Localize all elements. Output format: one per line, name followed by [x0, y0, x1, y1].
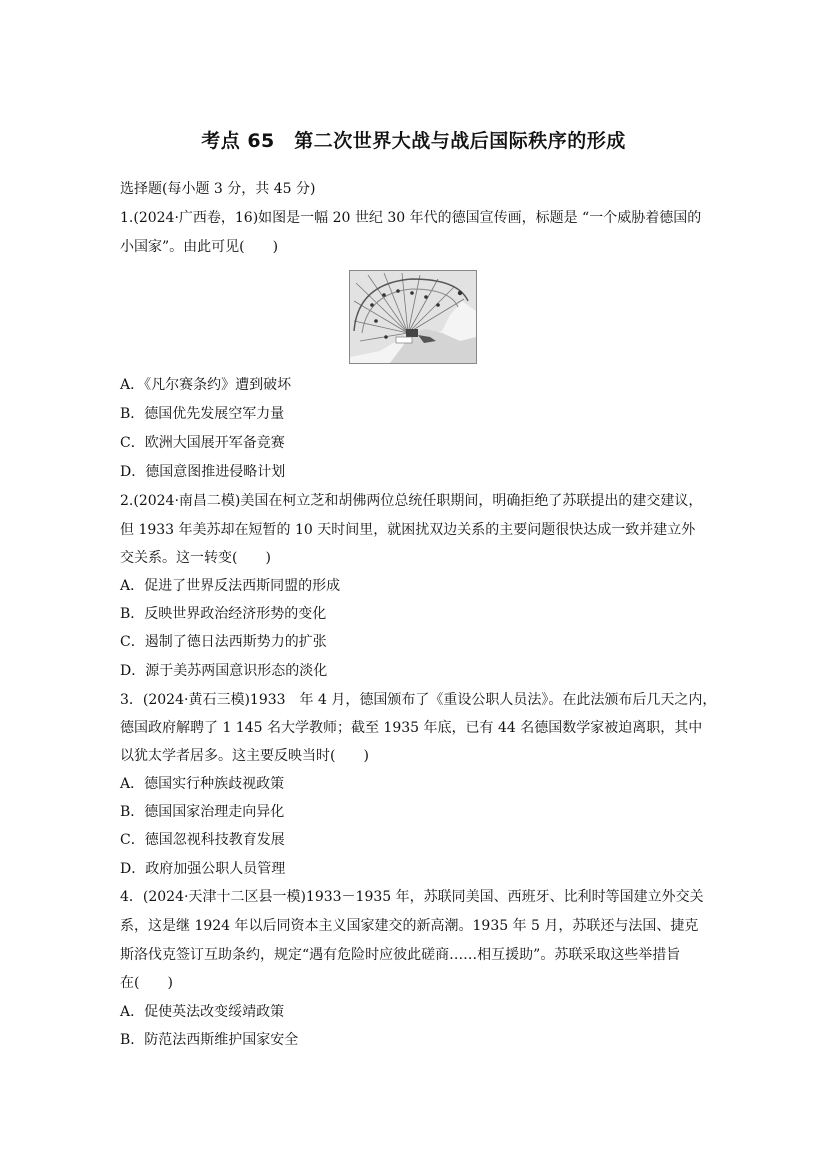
- q4-stem-line-2: 系，这是继 1924 年以后同资本主义国家建交的新高潮。1935 年 5 月，苏联还与法国、捷克: [120, 918, 699, 934]
- q1-option-c: C．欧洲大国展开军备竞赛: [120, 435, 285, 451]
- q3-stem-line-2: 德国政府解聘了 1 145 名大学教师；截至 1935 年底，已有 44 名德国数学家被迫离职，其中: [120, 720, 703, 736]
- q2-option-c: C．遏制了德日法西斯势力的扩张: [120, 634, 327, 650]
- q2-option-a: A．促进了世界反法西斯同盟的形成: [120, 578, 341, 594]
- q3-option-a: A．德国实行种族歧视政策: [120, 776, 285, 792]
- page-title: 考点 65 第二次世界大战与战后国际秩序的形成: [201, 130, 626, 152]
- q2-stem-line-3: 交关系。这一转变( ): [120, 550, 271, 566]
- q3-option-c: C．德国忽视科技教育发展: [120, 832, 285, 848]
- q4-option-b: B．防范法西斯维护国家安全: [120, 1032, 299, 1048]
- q3-option-d: D．政府加强公职人员管理: [120, 861, 286, 877]
- q1-stem-line-2: 小国家”。由此可见( ): [120, 239, 279, 255]
- q3-option-b: B．德国国家治理走向异化: [120, 804, 285, 820]
- q4-stem-line-4: 在( ): [120, 975, 173, 991]
- section-header: 选择题(每小题 3 分，共 45 分): [120, 181, 316, 197]
- propaganda-map-figure: [349, 270, 477, 364]
- q1-option-b: B．德国优先发展空军力量: [120, 406, 285, 422]
- q3-stem-line-3: 以犹太学者居多。这主要反映当时( ): [120, 748, 369, 764]
- q4-stem-line-1: 4．(2024·天津十二区县一模)1933－1935 年，苏联同美国、西班牙、比利时等国建立外交关: [120, 889, 704, 905]
- q1-option-d: D．德国意图推进侵略计划: [120, 464, 286, 480]
- q2-option-b: B．反映世界政治经济形势的变化: [120, 606, 327, 622]
- q3-stem-line-1: 3．(2024·黄石三模)1933 年 4 月，德国颁布了《重设公职人员法》。在此法颁布后几天之内，: [120, 692, 717, 708]
- q2-stem-line-1: 2.(2024·南昌二模)美国在柯立芝和胡佛两位总统任职期间，明确拒绝了苏联提出的建交建议，: [120, 493, 703, 509]
- q4-option-a: A．促使英法改变绥靖政策: [120, 1004, 285, 1020]
- q1-option-a: A．《凡尔赛条约》遭到破坏: [120, 377, 292, 393]
- q1-stem-line-1: 1.(2024·广西卷，16)如图是一幅 20 世纪 30 年代的德国宣传画，标题是 “一个威胁着德国的: [120, 210, 702, 226]
- q2-stem-line-2: 但 1933 年美苏却在短暂的 10 天时间里，就困扰双边关系的主要问题很快达成一致并建立外: [120, 522, 696, 538]
- q4-stem-line-3: 斯洛伐克签订互助条约，规定“遇有危险时应彼此磋商……相互援助”。苏联采取这些举措旨: [120, 947, 681, 963]
- q2-option-d: D．源于美苏两国意识形态的淡化: [120, 663, 328, 679]
